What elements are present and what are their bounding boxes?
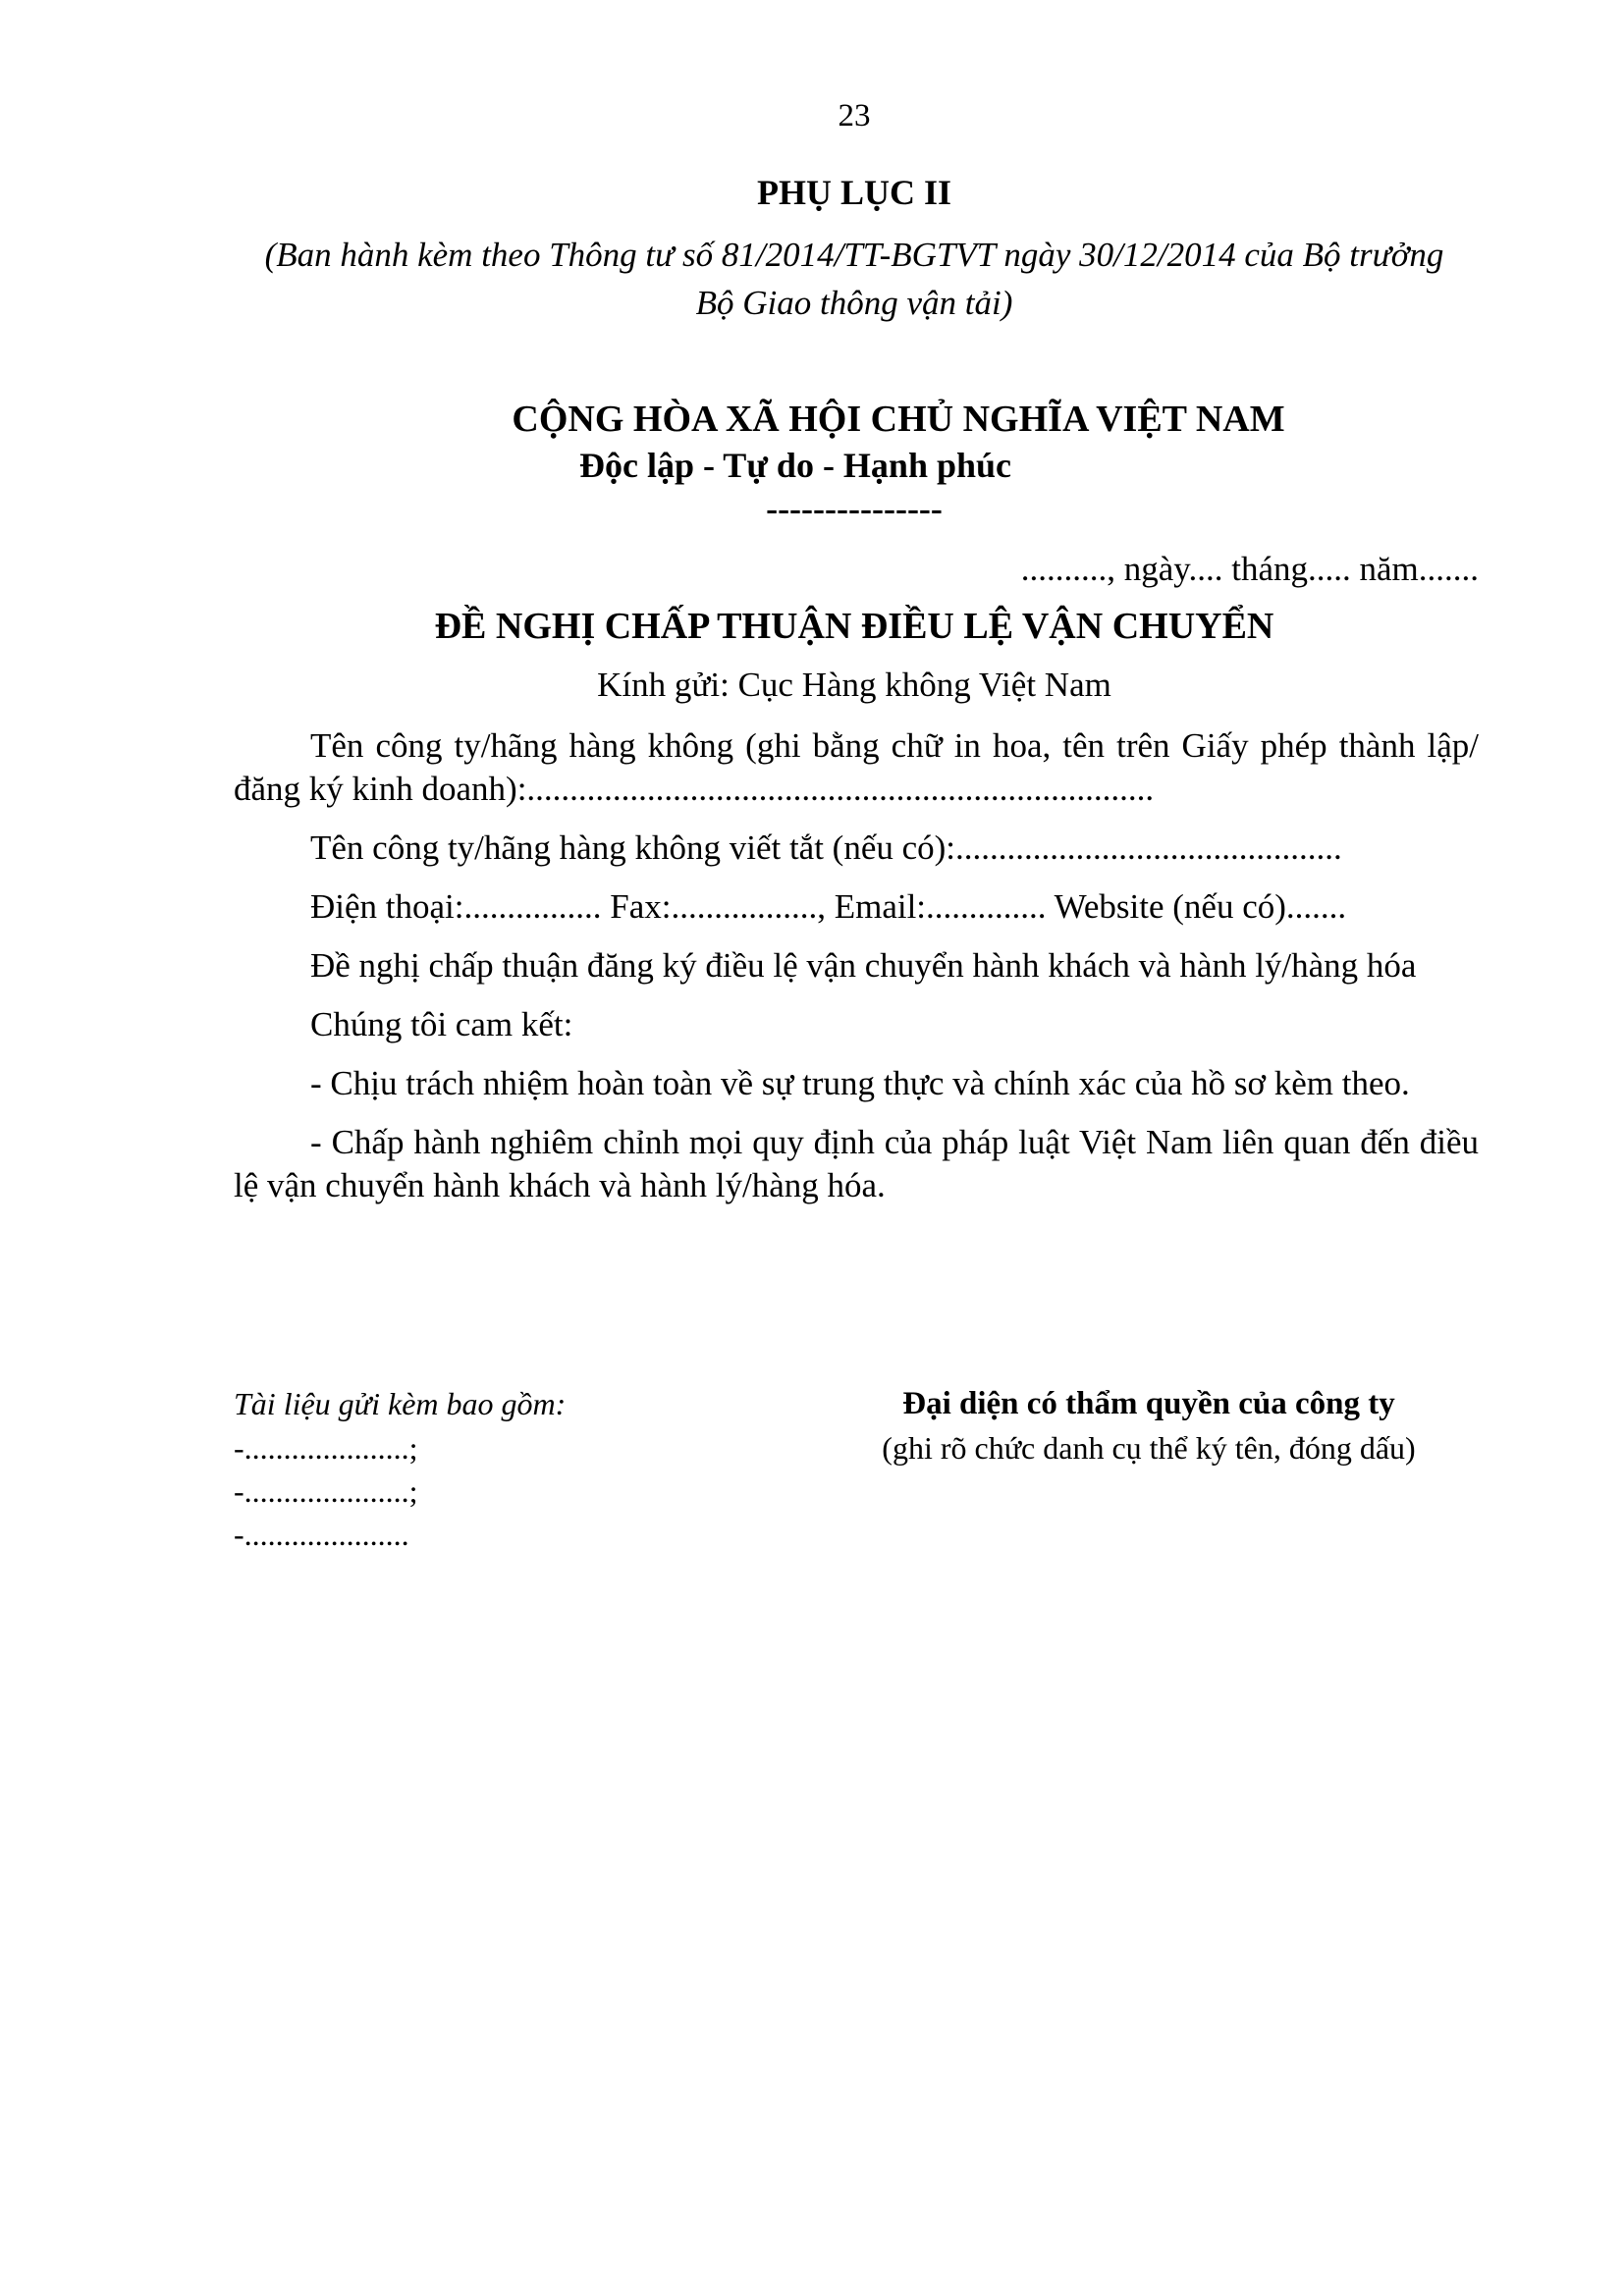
issued-by-line-2: Bộ Giao thông vận tải) [695,284,1013,322]
issued-by-line-1: (Ban hành kèm theo Thông tư số 81/2014/TT-BGTVT ngày 30/12/2014 của Bộ trưởng [264,236,1444,274]
attachment-item: -.....................; [234,1430,418,1466]
commitment-item-2: - Chấp hành nghiêm chỉnh mọi quy định của pháp luật Việt Nam liên quan đến điều lệ vận chuyển hành khách và hành lý/hàng hóa. [234,1123,1479,1204]
document-title: ĐỀ NGHỊ CHẤP THUẬN ĐIỀU LỆ VẬN CHUYỂN [434,606,1274,647]
national-title: CỘNG HÒA XÃ HỘI CHỦ NGHĨA VIỆT NAM [512,399,1285,440]
page-number: 23 [838,98,871,133]
commitment-item-1: - Chịu trách nhiệm hoàn toàn về sự trung thực và chính xác của hồ sơ kèm theo. [310,1064,1410,1102]
company-name-field: Tên công ty/hãng hàng không (ghi bằng chữ in hoa, tên trên Giấy phép thành lập/đăng ký kinh doanh):......................................................................... [234,726,1479,808]
attachment-item: -.....................; [234,1473,418,1509]
date-line: .........., ngày.... tháng..... năm....... [1020,550,1479,588]
attachment-item: -..................... [234,1517,409,1552]
attachments-title: Tài liệu gửi kèm bao gồm: [234,1386,567,1421]
recipient-line: Kính gửi: Cục Hàng không Việt Nam [597,666,1111,704]
request-paragraph: Đề nghị chấp thuận đăng ký điều lệ vận chuyển hành khách và hành lý/hàng hóa [310,946,1417,985]
representative-title: Đại diện có thẩm quyền của công ty [902,1386,1395,1421]
company-abbr-field: Tên công ty/hãng hàng không viết tắt (nếu có):............................................. [310,828,1342,867]
commit-heading: Chúng tôi cam kết: [310,1005,573,1043]
appendix-title: PHỤ LỤC II [756,173,952,212]
contact-field: Điện thoại:................ Fax:................., Email:.............. Website (nếu có)....... [310,887,1347,926]
representative-note: (ghi rõ chức danh cụ thể ký tên, đóng dấu) [882,1430,1416,1466]
header-separator: --------------- [766,489,943,528]
national-motto: Độc lập - Tự do - Hạnh phúc [578,446,1012,485]
form-body [234,724,1479,1207]
